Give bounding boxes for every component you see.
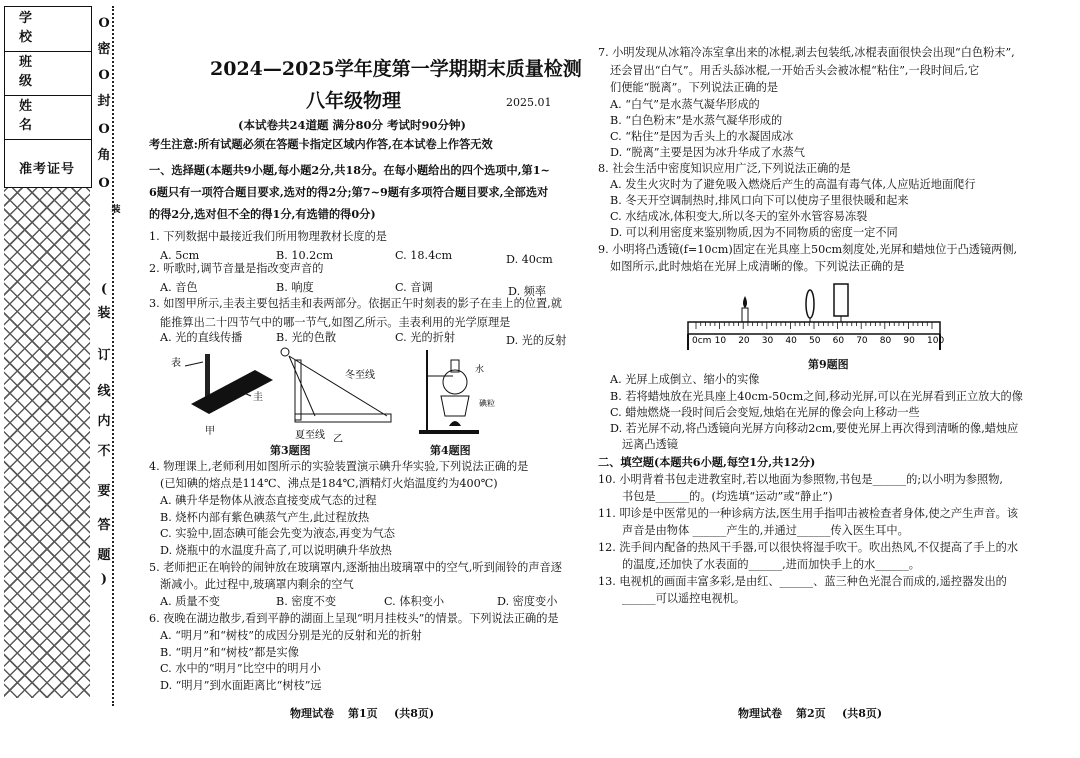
q9-line: 如图所示,此时烛焰在光屏上成清晰的像。下列说法正确的是 — [610, 260, 905, 273]
q7-line: 7. 小明发现从冰箱冷冻室拿出来的冰棍,剥去包装纸,冰棍表面很快会出现“白色粉末”, — [598, 46, 1015, 59]
name-field[interactable]: 姓 名 — [5, 95, 91, 140]
label-biao: 表 — [171, 358, 181, 369]
ruler-label: 30 — [761, 336, 774, 346]
q7-option: C. “粘住”是因为舌头上的水凝固成冰 — [610, 130, 794, 143]
q13-line: 13. 电视机的画面丰富多彩,是由红、______、蓝三种色光混合而成的,遥控器发出的 — [598, 575, 1007, 588]
q8-option: A. 发生火灾时为了避免吸入燃烧后产生的高温有毒气体,人应贴近地面爬行 — [610, 178, 976, 191]
q5-option: A. 质量不变 — [160, 595, 220, 608]
binding-char: 订 — [97, 348, 111, 363]
candle — [742, 296, 748, 322]
caption-fig9: 第9题图 — [808, 358, 849, 371]
q1-stem: 1. 下列数据中最接近我们所用物理教材长度的是 — [149, 230, 387, 243]
q9-option: A. 光屏上成倒立、缩小的实像 — [610, 373, 760, 386]
ruler-ticks — [696, 322, 932, 329]
label-dongzhi: 冬至线 — [345, 370, 375, 381]
q6-option: A. “明月”和“树枝”的成因分别是光的反射和光的折射 — [160, 629, 422, 642]
q1-option: D. 40cm — [506, 253, 553, 266]
section1-line: 的得2分,选对但不全的得1分,有选错的得0分) — [149, 207, 376, 221]
seal-circle: O — [98, 68, 110, 83]
q5-line: 渐减小。此过程中,玻璃罩内剩余的空气 — [160, 578, 354, 591]
footer-subject-left: 物理试卷 — [290, 707, 334, 720]
caption-fig3: 第3题图 — [270, 444, 311, 457]
q2-option: A. 音色 — [160, 281, 198, 294]
binding-paren-close: ) — [100, 572, 108, 587]
section1-line: 一、选择题(本题共9小题,每小题2分,共18分。在每小题给出的四个选项中,第1~ — [149, 163, 550, 177]
label-yi: 乙 — [333, 434, 343, 442]
q3-line: 3. 如图甲所示,圭表主要包括圭和表两部分。依据正午时刻表的影子在圭上的位置,就 — [149, 297, 562, 310]
label-water: 水 — [475, 365, 485, 375]
ruler-label: 40 — [785, 336, 797, 346]
section1-line: 6题只有一项符合题目要求,选对的得2分;第7~9题有多项符合题目要求,全部选对 — [149, 185, 549, 199]
seal-tiny-mark: 装 — [111, 205, 121, 215]
seal-circle: O — [98, 16, 110, 31]
seal-char-mi: 密 — [97, 42, 111, 57]
q9-option: D. 若光屏不动,将凸透镜向光屏方向移动2cm,要使光屏上再次得到清晰的像,蜡烛应 — [610, 422, 1019, 435]
q2-option: B. 响度 — [276, 281, 314, 294]
section2-heading: 二、填空题(本题共6小题,每空1分,共12分) — [598, 455, 816, 469]
convex-lens — [806, 290, 814, 322]
q9-option: C. 蜡烛燃烧一段时间后会变短,烛焰在光屏的像会向上移动一些 — [610, 406, 920, 419]
label-xiazhi: 夏至线 — [295, 430, 325, 441]
seal-circle: O — [98, 122, 110, 137]
ruler-label: 0cm — [692, 336, 712, 346]
subject-title: 八年级物理 — [306, 90, 402, 112]
exam-date: 2025.01 — [506, 96, 552, 109]
q7-line: 们便能“脱离”。下列说法正确的是 — [610, 81, 779, 94]
footer-total-left: (共8页) — [394, 707, 435, 720]
q5-option: B. 密度不变 — [276, 595, 337, 608]
q9-line: 9. 小明将凸透镜(f=10cm)固定在光具座上50cm刻度处,光屏和蜡烛位于凸透镜两侧, — [598, 243, 1018, 256]
ruler-labels — [692, 336, 944, 346]
q3-line: 能推算出二十四节气中的哪一节气,如图乙所示。圭表利用的光学原理是 — [160, 316, 511, 329]
flame — [449, 421, 461, 426]
q5-option: D. 密度变小 — [497, 595, 558, 608]
q3-option: B. 光的色散 — [276, 331, 337, 344]
q2-option: C. 音调 — [395, 281, 433, 294]
q1-option: C. 18.4cm — [395, 249, 453, 262]
q4-option: D. 烧瓶中的水温度升高了,可以说明碘升华放热 — [160, 544, 392, 557]
school-field[interactable]: 学 校 — [5, 7, 91, 52]
q12-line: 的温度,还加快了水表面的______,进而加快手上的水______。 — [622, 558, 920, 571]
ruler-label: 70 — [856, 336, 868, 346]
q8-option: B. 冬天开空调制热时,排风口向下可以使房子里很快暖和起来 — [610, 194, 909, 207]
q6-option: C. 水中的“明月”比空中的明月小 — [160, 662, 321, 675]
optical-bench-figure — [684, 282, 944, 354]
binding-char: 装 — [97, 306, 111, 321]
q4-option: A. 碘升华是物体从液态直接变成气态的过程 — [160, 494, 377, 507]
q7-line: 还会冒出“白气”。用舌头舔冰棍,一开始舌头会被冰棍“粘住”,一段时间后,它 — [610, 64, 980, 77]
figure-yi — [281, 348, 391, 442]
q8-option: D. 可以利用密度来鉴别物质,因为不同物质的密度一定不同 — [610, 226, 898, 239]
q2-option: D. 频率 — [508, 285, 547, 298]
q4-option: C. 实验中,固态碘可能会先变为液态,再变为气态 — [160, 527, 395, 540]
q3-q4-figures — [165, 346, 545, 442]
binding-dotted-line — [112, 6, 114, 706]
caption-fig4: 第4题图 — [430, 444, 471, 457]
exam-number-field[interactable]: 准考证号 — [19, 162, 76, 177]
binding-char: 内 — [97, 414, 111, 429]
q7-option: D. “脱离”主要是因为冰升华成了水蒸气 — [610, 146, 805, 159]
binding-char: 不 — [97, 444, 111, 459]
student-info-box — [4, 6, 92, 188]
ruler-label: 60 — [832, 336, 845, 346]
seal-circle: O — [98, 176, 110, 191]
ruler-label: 80 — [879, 336, 892, 346]
q6-option: D. “明月”到水面距离比“树枝”远 — [160, 679, 322, 692]
sun-icon — [281, 348, 289, 356]
binding-char: 要 — [97, 484, 111, 499]
q5-option: C. 体积变小 — [384, 595, 445, 608]
exam-info: (本试卷共24道题 满分80分 考试时90分钟) — [238, 118, 466, 132]
q3-option: D. 光的反射 — [506, 334, 567, 347]
q1-option: A. 5cm — [160, 249, 200, 262]
label-jia: 甲 — [205, 426, 215, 437]
hatch-pattern — [4, 188, 90, 698]
q7-option: B. “白色粉末”是水蒸气凝华形成的 — [610, 114, 783, 127]
seal-char-jiao: 角 — [97, 148, 111, 163]
binding-char: 线 — [97, 384, 111, 399]
q9-option: B. 若将蜡烛放在光具座上40cm-50cm之间,移动光屏,可以在光屏看到正立放大的像 — [610, 390, 1023, 403]
q10-line: 书包是______的。(均选填“运动”或“静止”) — [622, 490, 833, 503]
candidate-notice: 考生注意:所有试题必须在答题卡指定区域内作答,在本试卷上作答无效 — [149, 137, 493, 151]
exam-title: 2024—2025学年度第一学期期末质量检测 — [210, 58, 582, 80]
q3-option: A. 光的直线传播 — [160, 331, 243, 344]
beaker — [441, 396, 469, 416]
flask — [443, 370, 467, 394]
seal-char-feng: 封 — [97, 94, 111, 109]
binding-strip — [0, 0, 121, 758]
ruler-label: 90 — [903, 336, 915, 346]
q11-line: 11. 叩诊是中医常见的一种诊病方法,医生用手指叩击被检查者身体,使之产生声音。该 — [598, 507, 1019, 520]
ruler-label: 50 — [809, 336, 821, 346]
q2-stem: 2. 听歌时,调节音量是指改变声音的 — [149, 262, 324, 275]
q5-line: 5. 老师把正在响铃的闹钟放在玻璃罩内,逐渐抽出玻璃罩中的空气,听到闹铃的声音逐 — [149, 561, 562, 574]
q6-option: B. “明月”和“树枝”都是实像 — [160, 646, 299, 659]
footer-total-right: (共8页) — [842, 707, 883, 720]
class-field[interactable]: 班 级 — [5, 51, 91, 96]
binding-char: 题 — [97, 548, 111, 563]
footer-page-left: 第1页 — [348, 707, 378, 720]
q7-option: A. “白气”是水蒸气凝华形成的 — [610, 98, 760, 111]
label-gui: 圭 — [253, 392, 263, 403]
light-screen — [834, 284, 848, 322]
q12-line: 12. 洗手间内配备的热风干手器,可以很快将湿手吹干。吹出热风,不仅提高了手上的水 — [598, 541, 1019, 554]
q9-option: 远离凸透镜 — [622, 438, 678, 451]
q8-option: C. 水结成冰,体积变大,所以冬天的室外水管容易冻裂 — [610, 210, 868, 223]
ruler-label: 100 — [927, 336, 944, 346]
binding-paren-open: ( — [100, 282, 108, 297]
q8-stem: 8. 社会生活中密度知识应用广泛,下列说法正确的是 — [598, 162, 851, 175]
q4-line: (已知碘的熔点是114℃、沸点是184℃,酒精灯火焰温度约为400℃) — [160, 477, 498, 490]
q3-option: C. 光的折射 — [395, 331, 456, 344]
ruler-label: 10 — [714, 336, 727, 346]
q4-option: B. 烧杯内部有紫色碘蒸气产生,此过程放热 — [160, 511, 370, 524]
q1-option: B. 10.2cm — [276, 249, 334, 262]
q6-stem: 6. 夜晚在湖边散步,看到平静的湖面上呈现“明月挂枝头”的情景。下列说法正确的是 — [149, 612, 559, 625]
q13-line: ______可以遥控电视机。 — [622, 592, 746, 605]
ruler-label: 20 — [738, 336, 750, 346]
q4-line: 4. 物理课上,老师利用如图所示的实验装置演示碘升华实验,下列说法正确的是 — [149, 460, 529, 473]
q11-line: 声音是由物体 ______产生的,并通过______传入医生耳中。 — [622, 524, 909, 537]
figure-q4-apparatus — [419, 350, 495, 434]
label-iodine: 碘粒 — [479, 399, 495, 408]
footer-page-right: 第2页 — [796, 707, 826, 720]
binding-char: 答 — [97, 518, 111, 533]
figure-jia — [171, 354, 273, 437]
footer-subject-right: 物理试卷 — [738, 707, 782, 720]
q10-line: 10. 小明背着书包走进教室时,若以地面为参照物,书包是______的;以小明为参照物, — [598, 473, 1003, 486]
